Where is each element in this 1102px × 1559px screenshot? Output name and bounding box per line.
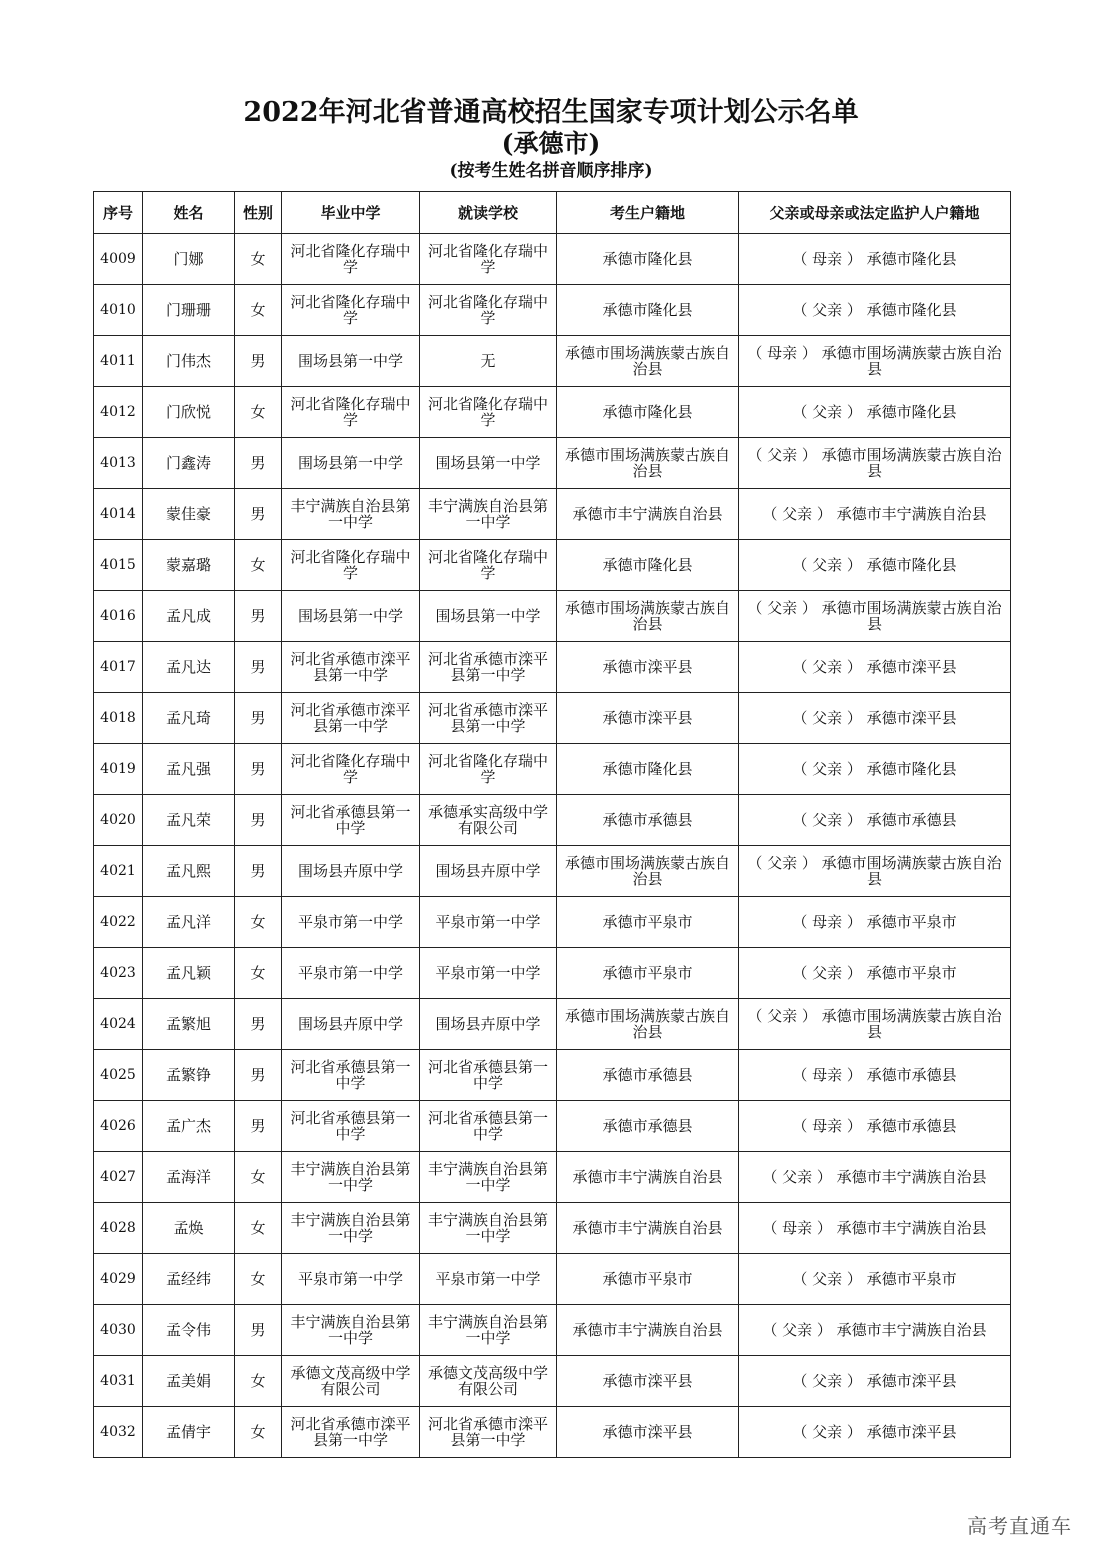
cell-household-registration: 承德市滦平县 bbox=[557, 693, 739, 744]
cell-household-registration: 承德市承德县 bbox=[557, 1050, 739, 1101]
cell-gender: 男 bbox=[235, 1050, 282, 1101]
cell-household-registration: 承德市丰宁满族自治县 bbox=[557, 1305, 739, 1356]
cell-household-registration: 承德市丰宁满族自治县 bbox=[557, 1152, 739, 1203]
cell-current-school: 丰宁满族自治县第一中学 bbox=[420, 489, 557, 540]
table-row bbox=[94, 591, 1011, 642]
cell-gender: 女 bbox=[235, 948, 282, 999]
cell-graduated-school: 河北省承德县第一中学 bbox=[282, 1101, 420, 1152]
cell-household-registration: 承德市隆化县 bbox=[557, 540, 739, 591]
cell-name: 门欣悦 bbox=[143, 387, 235, 438]
cell-seq: 4012 bbox=[94, 387, 143, 438]
cell-graduated-school: 河北省承德县第一中学 bbox=[282, 795, 420, 846]
cell-gender: 男 bbox=[235, 1101, 282, 1152]
cell-current-school: 河北省承德市滦平县第一中学 bbox=[420, 1407, 557, 1458]
cell-seq: 4021 bbox=[94, 846, 143, 897]
cell-name: 孟经纬 bbox=[143, 1254, 235, 1305]
cell-parent-registration: （ 父亲 ） 承德市滦平县 bbox=[739, 642, 1011, 693]
cell-parent-registration: （ 父亲 ） 承德市围场满族蒙古族自治县 bbox=[739, 438, 1011, 489]
cell-current-school: 无 bbox=[420, 336, 557, 387]
cell-current-school: 承德承实高级中学有限公司 bbox=[420, 795, 557, 846]
cell-name: 门珊珊 bbox=[143, 285, 235, 336]
cell-current-school: 平泉市第一中学 bbox=[420, 948, 557, 999]
cell-seq: 4015 bbox=[94, 540, 143, 591]
cell-household-registration: 承德市隆化县 bbox=[557, 234, 739, 285]
table-row bbox=[94, 489, 1011, 540]
cell-gender: 男 bbox=[235, 336, 282, 387]
cell-current-school: 河北省隆化存瑞中学 bbox=[420, 387, 557, 438]
cell-seq: 4011 bbox=[94, 336, 143, 387]
cell-name: 孟凡熙 bbox=[143, 846, 235, 897]
cell-name: 孟繁旭 bbox=[143, 999, 235, 1050]
cell-graduated-school: 围场县第一中学 bbox=[282, 591, 420, 642]
cell-household-registration: 承德市滦平县 bbox=[557, 642, 739, 693]
cell-graduated-school: 丰宁满族自治县第一中学 bbox=[282, 1152, 420, 1203]
cell-current-school: 河北省承德市滦平县第一中学 bbox=[420, 693, 557, 744]
header-parent-registration: 父亲或母亲或法定监护人户籍地 bbox=[739, 192, 1011, 234]
cell-current-school: 河北省隆化存瑞中学 bbox=[420, 744, 557, 795]
cell-graduated-school: 围场县卉原中学 bbox=[282, 999, 420, 1050]
cell-household-registration: 承德市平泉市 bbox=[557, 948, 739, 999]
cell-name: 孟凡琦 bbox=[143, 693, 235, 744]
table-body bbox=[94, 234, 1011, 1458]
cell-seq: 4018 bbox=[94, 693, 143, 744]
table-row bbox=[94, 336, 1011, 387]
table-row bbox=[94, 1305, 1011, 1356]
cell-name: 孟凡成 bbox=[143, 591, 235, 642]
cell-gender: 女 bbox=[235, 1254, 282, 1305]
table-row bbox=[94, 642, 1011, 693]
cell-household-registration: 承德市围场满族蒙古族自治县 bbox=[557, 336, 739, 387]
cell-household-registration: 承德市隆化县 bbox=[557, 285, 739, 336]
cell-seq: 4017 bbox=[94, 642, 143, 693]
document-subtitle-city: (承德市) bbox=[501, 129, 601, 158]
table-row bbox=[94, 693, 1011, 744]
table-row bbox=[94, 540, 1011, 591]
cell-graduated-school: 围场县第一中学 bbox=[282, 438, 420, 489]
cell-household-registration: 承德市围场满族蒙古族自治县 bbox=[557, 846, 739, 897]
cell-seq: 4032 bbox=[94, 1407, 143, 1458]
table-row bbox=[94, 1407, 1011, 1458]
cell-name: 蒙嘉璐 bbox=[143, 540, 235, 591]
cell-gender: 男 bbox=[235, 693, 282, 744]
cell-graduated-school: 河北省承德市滦平县第一中学 bbox=[282, 1407, 420, 1458]
cell-seq: 4022 bbox=[94, 897, 143, 948]
cell-name: 孟凡荣 bbox=[143, 795, 235, 846]
table-header-row bbox=[94, 192, 1011, 234]
cell-current-school: 平泉市第一中学 bbox=[420, 1254, 557, 1305]
cell-current-school: 丰宁满族自治县第一中学 bbox=[420, 1152, 557, 1203]
cell-name: 孟繁铮 bbox=[143, 1050, 235, 1101]
cell-parent-registration: （ 母亲 ） 承德市承德县 bbox=[739, 1101, 1011, 1152]
cell-parent-registration: （ 父亲 ） 承德市隆化县 bbox=[739, 387, 1011, 438]
cell-gender: 女 bbox=[235, 897, 282, 948]
cell-graduated-school: 河北省隆化存瑞中学 bbox=[282, 387, 420, 438]
cell-household-registration: 承德市围场满族蒙古族自治县 bbox=[557, 591, 739, 642]
cell-household-registration: 承德市平泉市 bbox=[557, 897, 739, 948]
cell-seq: 4031 bbox=[94, 1356, 143, 1407]
cell-gender: 男 bbox=[235, 744, 282, 795]
cell-household-registration: 承德市丰宁满族自治县 bbox=[557, 489, 739, 540]
cell-current-school: 河北省隆化存瑞中学 bbox=[420, 285, 557, 336]
table-row bbox=[94, 897, 1011, 948]
cell-name: 孟凡强 bbox=[143, 744, 235, 795]
cell-name: 孟凡颖 bbox=[143, 948, 235, 999]
cell-current-school: 围场县第一中学 bbox=[420, 591, 557, 642]
cell-current-school: 围场县卉原中学 bbox=[420, 999, 557, 1050]
cell-household-registration: 承德市滦平县 bbox=[557, 1356, 739, 1407]
header-gender: 性别 bbox=[235, 192, 282, 234]
cell-current-school: 河北省隆化存瑞中学 bbox=[420, 234, 557, 285]
cell-parent-registration: （ 父亲 ） 承德市隆化县 bbox=[739, 285, 1011, 336]
cell-graduated-school: 围场县卉原中学 bbox=[282, 846, 420, 897]
cell-seq: 4013 bbox=[94, 438, 143, 489]
table-row bbox=[94, 1101, 1011, 1152]
cell-parent-registration: （ 母亲 ） 承德市隆化县 bbox=[739, 234, 1011, 285]
cell-current-school: 河北省承德县第一中学 bbox=[420, 1050, 557, 1101]
cell-household-registration: 承德市滦平县 bbox=[557, 1407, 739, 1458]
table-row bbox=[94, 744, 1011, 795]
cell-gender: 女 bbox=[235, 285, 282, 336]
cell-household-registration: 承德市隆化县 bbox=[557, 387, 739, 438]
cell-graduated-school: 河北省隆化存瑞中学 bbox=[282, 744, 420, 795]
cell-gender: 男 bbox=[235, 642, 282, 693]
cell-seq: 4026 bbox=[94, 1101, 143, 1152]
cell-parent-registration: （ 母亲 ） 承德市围场满族蒙古族自治县 bbox=[739, 336, 1011, 387]
cell-seq: 4024 bbox=[94, 999, 143, 1050]
cell-seq: 4023 bbox=[94, 948, 143, 999]
cell-seq: 4028 bbox=[94, 1203, 143, 1254]
cell-parent-registration: （ 父亲 ） 承德市平泉市 bbox=[739, 948, 1011, 999]
cell-graduated-school: 围场县第一中学 bbox=[282, 336, 420, 387]
header-household-registration: 考生户籍地 bbox=[557, 192, 739, 234]
table-row bbox=[94, 1152, 1011, 1203]
cell-current-school: 承德文茂高级中学有限公司 bbox=[420, 1356, 557, 1407]
cell-name: 孟美娟 bbox=[143, 1356, 235, 1407]
cell-seq: 4030 bbox=[94, 1305, 143, 1356]
cell-gender: 女 bbox=[235, 1152, 282, 1203]
cell-gender: 女 bbox=[235, 1407, 282, 1458]
watermark: 高考直通车 bbox=[967, 1514, 1072, 1538]
cell-graduated-school: 丰宁满族自治县第一中学 bbox=[282, 489, 420, 540]
cell-name: 孟凡达 bbox=[143, 642, 235, 693]
cell-household-registration: 承德市丰宁满族自治县 bbox=[557, 1203, 739, 1254]
cell-parent-registration: （ 母亲 ） 承德市平泉市 bbox=[739, 897, 1011, 948]
cell-gender: 男 bbox=[235, 795, 282, 846]
table-row bbox=[94, 285, 1011, 336]
table-row bbox=[94, 1254, 1011, 1305]
cell-name: 门鑫涛 bbox=[143, 438, 235, 489]
cell-graduated-school: 河北省承德市滦平县第一中学 bbox=[282, 693, 420, 744]
cell-graduated-school: 河北省隆化存瑞中学 bbox=[282, 285, 420, 336]
roster-table bbox=[93, 191, 1011, 1458]
cell-name: 孟焕 bbox=[143, 1203, 235, 1254]
cell-parent-registration: （ 父亲 ） 承德市隆化县 bbox=[739, 540, 1011, 591]
cell-parent-registration: （ 父亲 ） 承德市围场满族蒙古族自治县 bbox=[739, 591, 1011, 642]
cell-name: 孟海洋 bbox=[143, 1152, 235, 1203]
table-row bbox=[94, 1050, 1011, 1101]
table-row bbox=[94, 387, 1011, 438]
cell-current-school: 河北省承德县第一中学 bbox=[420, 1101, 557, 1152]
table-row bbox=[94, 999, 1011, 1050]
cell-name: 孟广杰 bbox=[143, 1101, 235, 1152]
cell-gender: 女 bbox=[235, 387, 282, 438]
cell-seq: 4019 bbox=[94, 744, 143, 795]
cell-graduated-school: 河北省承德县第一中学 bbox=[282, 1050, 420, 1101]
cell-seq: 4014 bbox=[94, 489, 143, 540]
cell-graduated-school: 河北省隆化存瑞中学 bbox=[282, 540, 420, 591]
cell-parent-registration: （ 父亲 ） 承德市围场满族蒙古族自治县 bbox=[739, 999, 1011, 1050]
cell-current-school: 河北省承德市滦平县第一中学 bbox=[420, 642, 557, 693]
document-sort-note: (按考生姓名拼音顺序排序) bbox=[449, 161, 653, 181]
cell-parent-registration: （ 父亲 ） 承德市滦平县 bbox=[739, 1356, 1011, 1407]
table-row bbox=[94, 846, 1011, 897]
cell-gender: 男 bbox=[235, 489, 282, 540]
cell-graduated-school: 丰宁满族自治县第一中学 bbox=[282, 1203, 420, 1254]
cell-gender: 女 bbox=[235, 1203, 282, 1254]
cell-name: 孟倩宇 bbox=[143, 1407, 235, 1458]
cell-graduated-school: 平泉市第一中学 bbox=[282, 897, 420, 948]
cell-seq: 4009 bbox=[94, 234, 143, 285]
cell-household-registration: 承德市平泉市 bbox=[557, 1254, 739, 1305]
header-graduated-school: 毕业中学 bbox=[282, 192, 420, 234]
cell-gender: 女 bbox=[235, 1356, 282, 1407]
table-row bbox=[94, 1356, 1011, 1407]
cell-graduated-school: 河北省隆化存瑞中学 bbox=[282, 234, 420, 285]
cell-gender: 女 bbox=[235, 540, 282, 591]
cell-current-school: 平泉市第一中学 bbox=[420, 897, 557, 948]
cell-seq: 4027 bbox=[94, 1152, 143, 1203]
cell-gender: 女 bbox=[235, 234, 282, 285]
cell-gender: 男 bbox=[235, 591, 282, 642]
cell-parent-registration: （ 父亲 ） 承德市丰宁满族自治县 bbox=[739, 489, 1011, 540]
cell-name: 蒙佳豪 bbox=[143, 489, 235, 540]
cell-parent-registration: （ 父亲 ） 承德市滦平县 bbox=[739, 1407, 1011, 1458]
table-row bbox=[94, 234, 1011, 285]
table-row bbox=[94, 1203, 1011, 1254]
cell-parent-registration: （ 父亲 ） 承德市滦平县 bbox=[739, 693, 1011, 744]
cell-parent-registration: （ 父亲 ） 承德市平泉市 bbox=[739, 1254, 1011, 1305]
cell-name: 孟令伟 bbox=[143, 1305, 235, 1356]
cell-current-school: 围场县第一中学 bbox=[420, 438, 557, 489]
cell-graduated-school: 丰宁满族自治县第一中学 bbox=[282, 1305, 420, 1356]
cell-graduated-school: 承德文茂高级中学有限公司 bbox=[282, 1356, 420, 1407]
cell-parent-registration: （ 母亲 ） 承德市承德县 bbox=[739, 1050, 1011, 1101]
cell-household-registration: 承德市承德县 bbox=[557, 1101, 739, 1152]
cell-seq: 4025 bbox=[94, 1050, 143, 1101]
document-title: 2022年河北省普通高校招生国家专项计划公示名单 bbox=[243, 97, 859, 128]
table-row bbox=[94, 438, 1011, 489]
cell-parent-registration: （ 父亲 ） 承德市承德县 bbox=[739, 795, 1011, 846]
cell-parent-registration: （ 父亲 ） 承德市丰宁满族自治县 bbox=[739, 1152, 1011, 1203]
cell-seq: 4010 bbox=[94, 285, 143, 336]
header-current-school: 就读学校 bbox=[420, 192, 557, 234]
cell-seq: 4029 bbox=[94, 1254, 143, 1305]
cell-household-registration: 承德市承德县 bbox=[557, 795, 739, 846]
cell-name: 孟凡洋 bbox=[143, 897, 235, 948]
cell-graduated-school: 河北省承德市滦平县第一中学 bbox=[282, 642, 420, 693]
cell-gender: 男 bbox=[235, 438, 282, 489]
cell-household-registration: 承德市围场满族蒙古族自治县 bbox=[557, 999, 739, 1050]
cell-seq: 4016 bbox=[94, 591, 143, 642]
cell-graduated-school: 平泉市第一中学 bbox=[282, 1254, 420, 1305]
cell-name: 门娜 bbox=[143, 234, 235, 285]
cell-current-school: 河北省隆化存瑞中学 bbox=[420, 540, 557, 591]
cell-gender: 男 bbox=[235, 846, 282, 897]
header-seq: 序号 bbox=[94, 192, 143, 234]
cell-graduated-school: 平泉市第一中学 bbox=[282, 948, 420, 999]
cell-current-school: 丰宁满族自治县第一中学 bbox=[420, 1203, 557, 1254]
cell-parent-registration: （ 父亲 ） 承德市围场满族蒙古族自治县 bbox=[739, 846, 1011, 897]
cell-household-registration: 承德市隆化县 bbox=[557, 744, 739, 795]
cell-parent-registration: （ 父亲 ） 承德市隆化县 bbox=[739, 744, 1011, 795]
cell-parent-registration: （ 母亲 ） 承德市丰宁满族自治县 bbox=[739, 1203, 1011, 1254]
cell-name: 门伟杰 bbox=[143, 336, 235, 387]
cell-parent-registration: （ 父亲 ） 承德市丰宁满族自治县 bbox=[739, 1305, 1011, 1356]
table-row bbox=[94, 795, 1011, 846]
cell-gender: 男 bbox=[235, 999, 282, 1050]
cell-household-registration: 承德市围场满族蒙古族自治县 bbox=[557, 438, 739, 489]
cell-current-school: 围场县卉原中学 bbox=[420, 846, 557, 897]
table-row bbox=[94, 948, 1011, 999]
header-name: 姓名 bbox=[143, 192, 235, 234]
cell-seq: 4020 bbox=[94, 795, 143, 846]
cell-current-school: 丰宁满族自治县第一中学 bbox=[420, 1305, 557, 1356]
cell-gender: 男 bbox=[235, 1305, 282, 1356]
